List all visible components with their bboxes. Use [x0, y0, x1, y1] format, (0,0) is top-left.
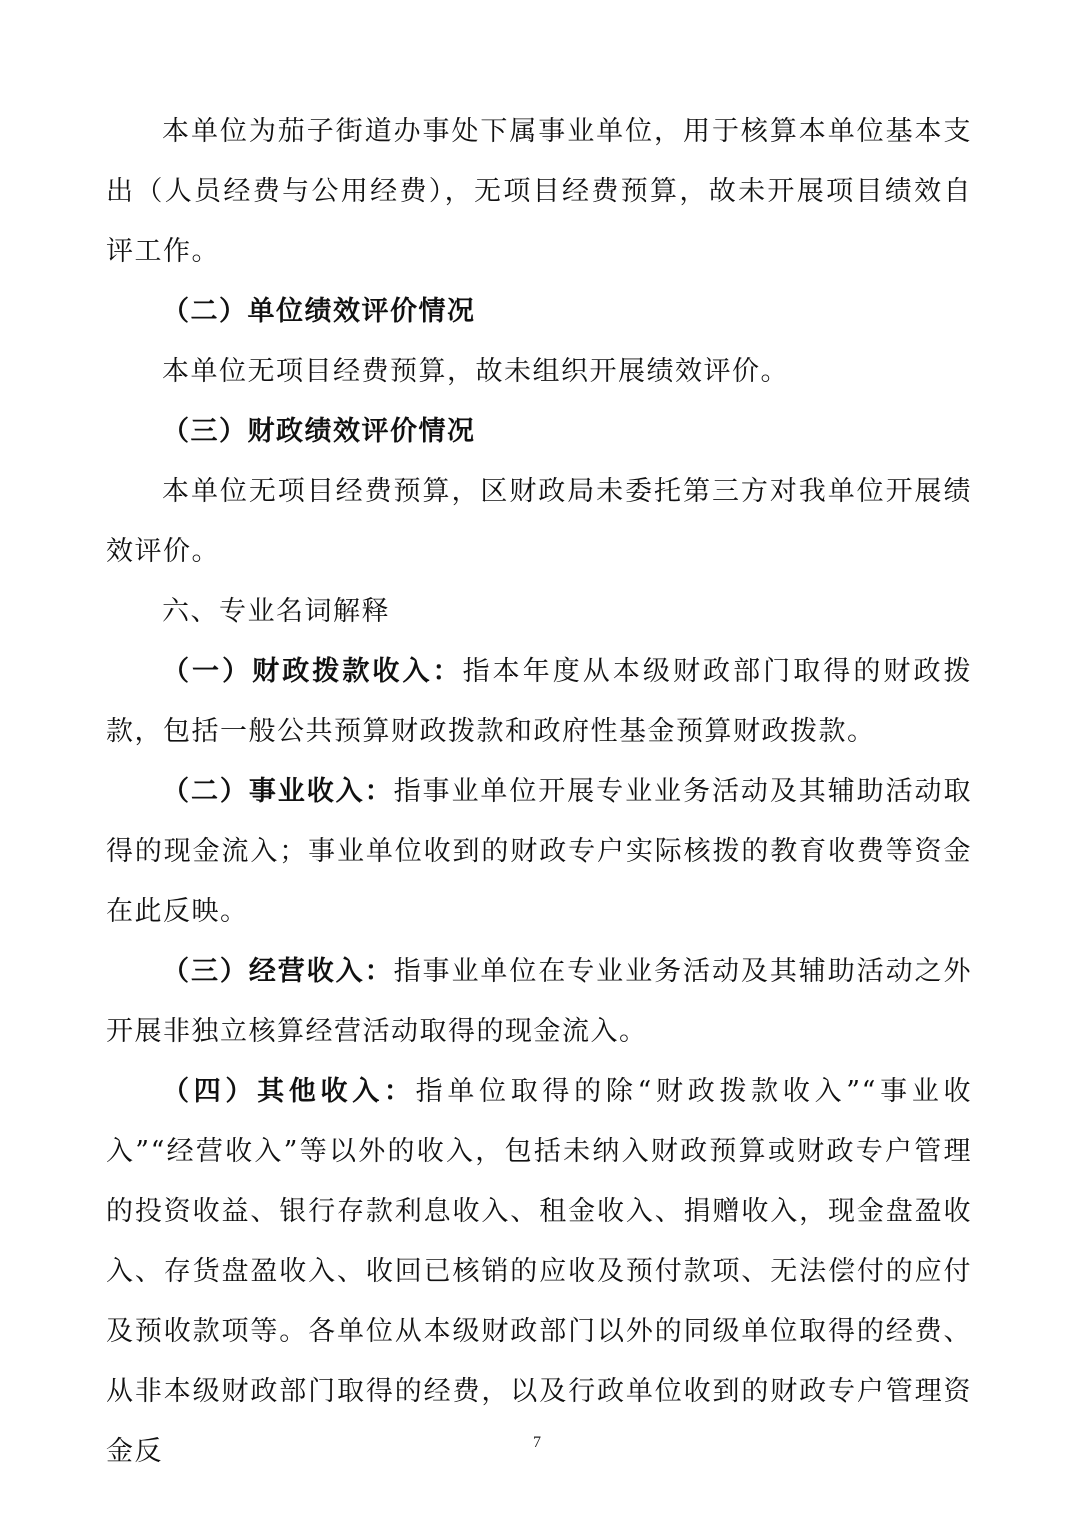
term-other-income [106, 1062, 972, 1482]
term-definition: 指事业单位开展专业业务活动及其辅助活动取得的现金流入；事业单位收到的财政专户实际核拨的教育收费等资金在此反映。 [106, 776, 973, 927]
paragraph-project-self-evaluation [106, 102, 972, 282]
heading-finance-performance-evaluation [106, 402, 972, 462]
term-definition: 指本年度从本级财政部门取得的财政拨款，包括一般公共预算财政拨款和政府性基金预算财政拨款。 [106, 656, 973, 747]
document-page [106, 102, 972, 1482]
term-operating-income [106, 942, 972, 1062]
term-label: （一）财政拨款收入： [162, 656, 463, 687]
paragraph-text: 本单位为茄子街道办事处下属事业单位，用于核算本单位基本支出（人员经费与公用经费），无项目经费预算，故未开展项目绩效自评工作。 [106, 116, 972, 267]
term-label: （三）经营收入： [162, 956, 394, 987]
term-definition: 指单位取得的除“财政拨款收入”“事业收入”“经营收入”等以外的收入，包括未纳入财政预算或财政专户管理的投资收益、银行存款利息收入、租金收入、捐赠收入，现金盘盈收入、存货盘盈收入、收回已核销的应收及预付款项、无法偿付的应付及预收款项等。各单位从本级财政部门以外的同级单位取得的经费、从非本级财政部门取得的经费，以及行政单位收到的财政专户管理资金反 [106, 1076, 972, 1467]
paragraph-finance-evaluation [106, 462, 972, 582]
paragraph-text: 本单位无项目经费预算，区财政局未委托第三方对我单位开展绩效评价。 [106, 476, 972, 567]
term-definition: 指事业单位在专业业务活动及其辅助活动之外开展非独立核算经营活动取得的现金流入。 [106, 956, 973, 1047]
heading-text: （三）财政绩效评价情况 [162, 416, 476, 447]
paragraph-unit-evaluation [106, 342, 972, 402]
page-number: 7 [533, 1434, 541, 1451]
section-title-text: 六、专业名词解释 [162, 596, 390, 627]
heading-unit-performance-evaluation [106, 282, 972, 342]
term-label: （二）事业收入： [162, 776, 394, 807]
term-business-income [106, 762, 972, 942]
paragraph-text: 本单位无项目经费预算，故未组织开展绩效评价。 [162, 356, 789, 387]
term-fiscal-appropriation-income [106, 642, 972, 762]
section-title-terms [106, 582, 972, 642]
heading-text: （二）单位绩效评价情况 [162, 296, 476, 327]
term-label: （四）其他收入： [162, 1076, 416, 1107]
